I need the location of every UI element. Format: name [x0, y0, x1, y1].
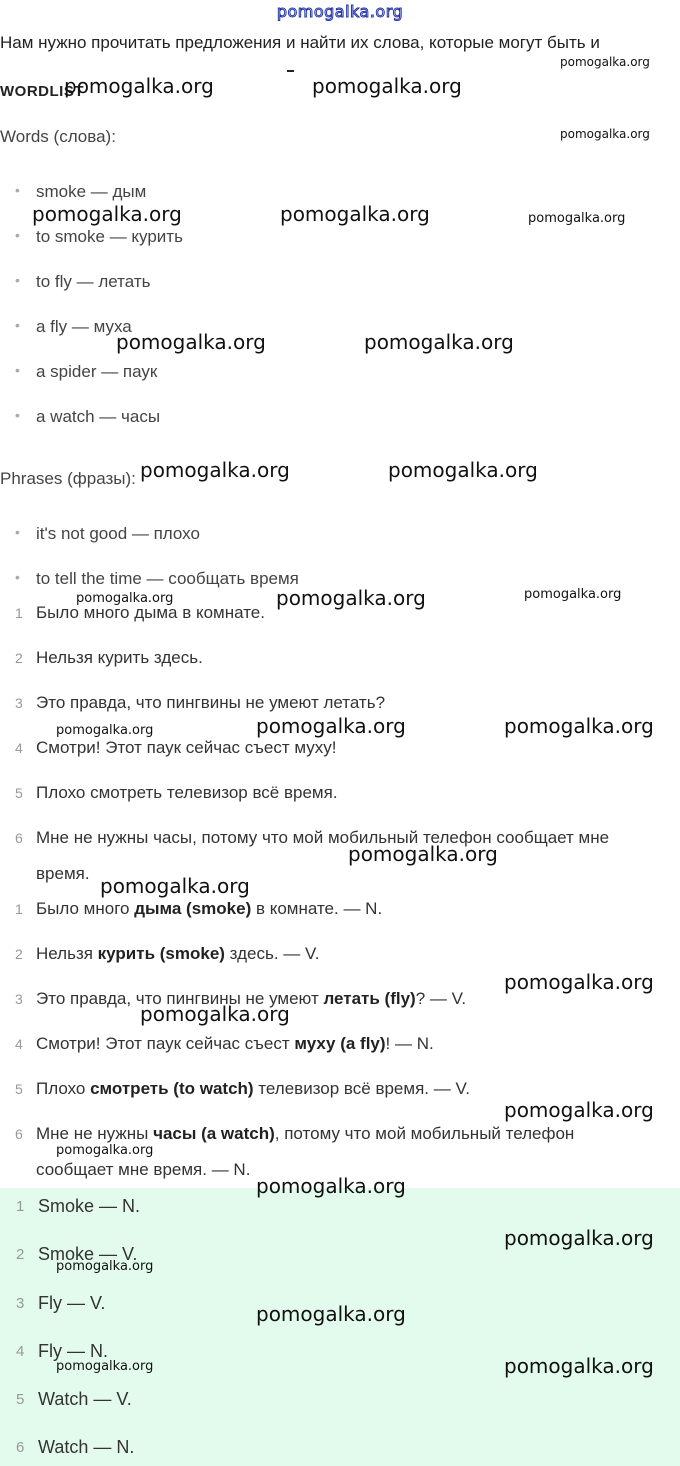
watermark: pomogalka.org	[56, 1359, 154, 1374]
watermark: pomogalka.org	[256, 1174, 406, 1198]
watermark: pomogalka.org	[116, 330, 266, 354]
divider-dash	[287, 70, 294, 72]
watermark: pomogalka.org	[560, 127, 650, 141]
watermark: pomogalka.org	[524, 587, 622, 602]
watermark: pomogalka.org	[140, 458, 290, 482]
watermark: pomogalka.org	[256, 1302, 406, 1326]
watermark: pomogalka.org	[560, 55, 650, 69]
watermark: pomogalka.org	[76, 591, 174, 606]
watermark: pomogalka.org	[140, 1002, 290, 1026]
watermark: pomogalka.org	[32, 202, 182, 226]
watermark: pomogalka.org	[256, 714, 406, 738]
watermark: pomogalka.org	[504, 970, 654, 994]
watermark: pomogalka.org	[312, 74, 462, 98]
watermark: pomogalka.org	[100, 874, 250, 898]
answers-panel	[0, 1188, 680, 1466]
watermark: pomogalka.org	[64, 74, 214, 98]
watermark: pomogalka.org	[528, 211, 626, 226]
watermark: pomogalka.org	[504, 714, 654, 738]
watermark: pomogalka.org	[388, 458, 538, 482]
watermark: pomogalka.org	[364, 330, 514, 354]
watermark: pomogalka.org	[56, 1259, 154, 1274]
watermark: pomogalka.org	[276, 586, 426, 610]
watermark: pomogalka.org	[348, 842, 498, 866]
wordlist-heading: WORDLIST	[0, 83, 84, 100]
site-logo[interactable]: pomogalka.org	[276, 2, 404, 21]
watermark: pomogalka.org	[56, 1143, 154, 1158]
phrases-title: Phrases (фразы):	[0, 469, 136, 488]
watermark: pomogalka.org	[56, 723, 154, 738]
watermark: pomogalka.org	[280, 202, 430, 226]
watermark: pomogalka.org	[504, 1226, 654, 1250]
words-title: Words (слова):	[0, 127, 116, 146]
watermark: pomogalka.org	[504, 1354, 654, 1378]
intro-text: Нам нужно прочитать предложения и найти их слова, которые могут быть и	[0, 33, 600, 52]
watermark: pomogalka.org	[504, 1098, 654, 1122]
